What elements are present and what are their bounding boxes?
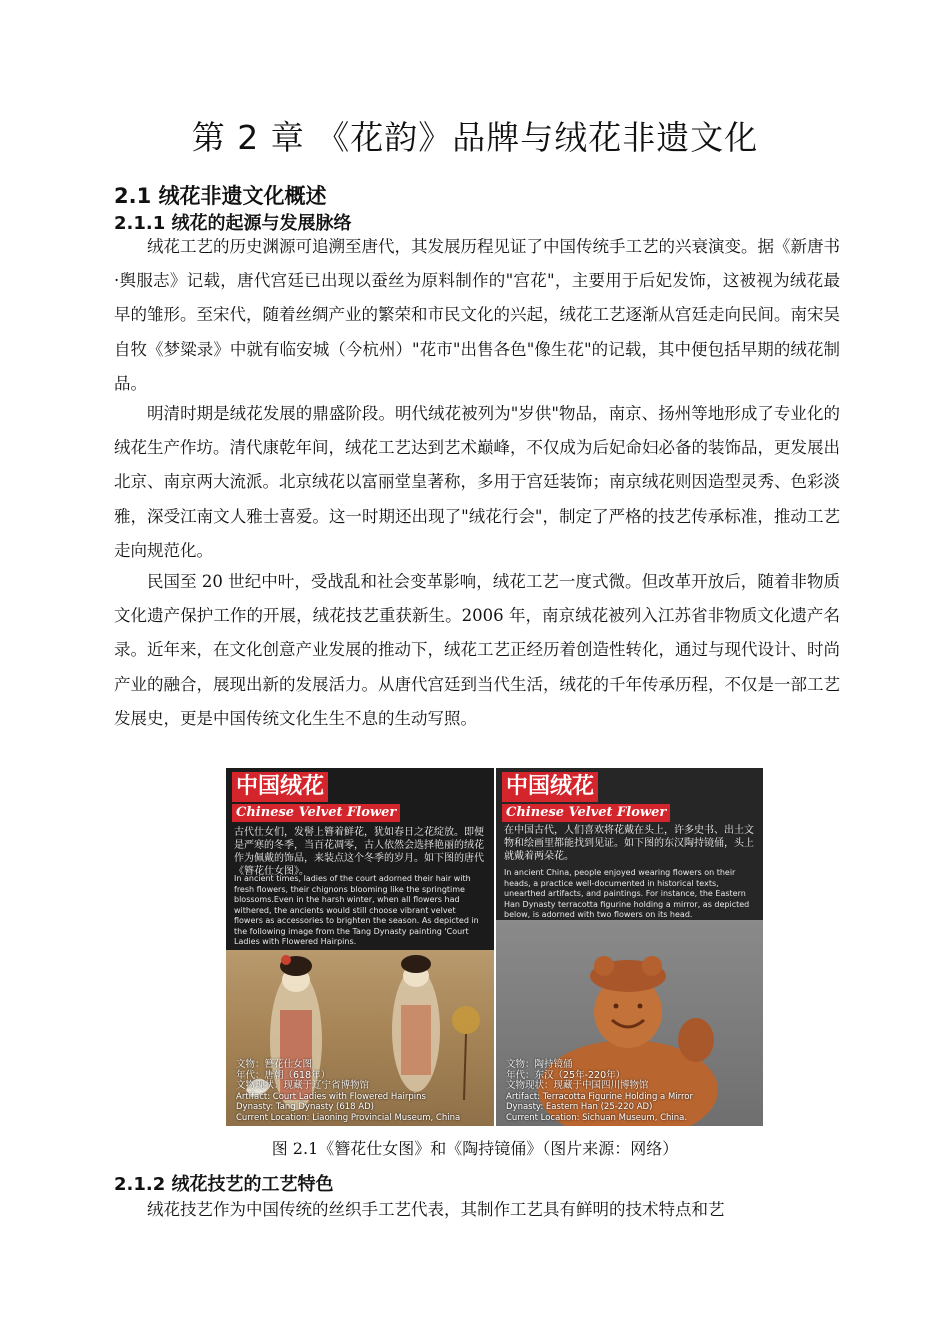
artifact-name-cn: 文物：簪花仕女图 [236,1059,313,1070]
figure-2-1 [226,768,763,1126]
paragraph-craft-features: 绒花技艺作为中国传统的丝织手工艺代表，其制作工艺具有鲜明的技术特点和艺 [147,1200,725,1219]
artifact-dynasty-cn: 年代：东汉（25年-220年） [506,1069,626,1081]
artifact-dynasty-en: Dynasty: Tang Dynasty (618 AD) [236,1102,374,1112]
figure-caption: 图 2.1《簪花仕女图》和《陶持镜俑》（图片来源：网络） [271,1139,679,1158]
panel-title-en: Chinese Velvet Flower [232,804,400,822]
section-heading-2-1-2: 2.1.2 绒花技艺的工艺特色 [114,1174,334,1195]
figure-panel-court-ladies [226,768,494,1126]
paragraph-ming-qing: 明清时期是绒花发展的鼎盛阶段。明代绒花被列为"岁供"物品，南京、扬州等地形成了专业化的绒花生产作坊。清代康乾年间，绒花工艺达到艺术巅峰，不仅成为后妃命妇必备的装饰品，更发展出北京、南京两大流派。北京绒花以富丽堂皇著称，多用于宫廷装饰；南京绒花则因造型灵秀、色彩淡雅，深受江南文人雅士喜爱。这一时期还出现了"绒花行会"，制定了严格的技艺传承标准，推动工艺走向规范化。 [114,404,840,560]
panel-text-en: In ancient China, people enjoyed wearing flowers on their heads, a practice well-documented in historical texts, unearthed artifacts, and paintings. For instance, the Eastern Han Dynasty terracotta figurine holding a mirror, as depicted below, is adorned with two flowers on its head. [504,868,750,919]
artifact-location-cn: 文物现状：现藏于辽宁省博物馆 [236,1080,370,1091]
chapter-title: 第 2 章 《花韵》品牌与绒花非遗文化 [191,118,759,157]
paragraph-origin-tang: 绒花工艺的历史渊源可追溯至唐代，其发展历程见证了中国传统手工艺的兴衰演变。据《新唐书·舆服志》记载，唐代宫廷已出现以蚕丝为原料制作的"宫花"，主要用于后妃发饰，这被视为绒花最早的雏形。至宋代，随着丝绸产业的繁荣和市民文化的兴起，绒花工艺逐渐从宫廷走向民间。南宋吴自牧《梦粱录》中就有临安城（今杭州）"花市"出售各色"像生花"的记载，其中便包括早期的绒花制品。 [114,237,840,393]
artifact-name-cn: 文物：陶持镜俑 [506,1059,573,1070]
panel-text-cn: 在中国古代，人们喜欢将花戴在头上，许多史书、出土文物和绘画里都能找到见证。如下图的东汉陶持镜俑，头上就戴着两朵花。 [504,825,754,862]
panel-text-cn: 古代仕女们，发髻上簪着鲜花，犹如春日之花绽放。即便是严寒的冬季，当百花凋零，古人依然会选择艳丽的绒花作为佩戴的饰品，来装点这个冬季的岁月。如下图的唐代《簪花仕女图》。 [234,827,484,877]
paragraph-modern: 民国至 20 世纪中叶，受战乱和社会变革影响，绒花工艺一度式微。但改革开放后，随着非物质文化遗产保护工作的开展，绒花技艺重获新生。2006 年，南京绒花被列入江苏省非物质文化遗产名录。近年来，在文化创意产业发展的推动下，绒花工艺正经历着创造性转化，通过与现代设计、时尚产业的融合，展现出新的发展活力。从唐代宫廷到当代生活，绒花的千年传承历程，不仅是一部工艺发展史，更是中国传统文化生生不息的生动写照。 [114,572,840,728]
artifact-name-en: Artifact: Court Ladies with Flowered Hairpins [236,1091,426,1102]
figure-panel-terracotta [496,768,763,1126]
section-heading-2-1: 2.1 绒花非遗文化概述 [114,184,327,208]
artifact-name-en: Artifact: Terracotta Figurine Holding a Mirror [506,1091,693,1102]
panel-title-cn: 中国绒花 [502,772,598,802]
artifact-info [236,1060,460,1123]
section-heading-2-1-1: 2.1.1 绒花的起源与发展脉络 [114,213,352,234]
artifact-location-en: Current Location: Sichuan Museum, China. [506,1112,688,1123]
panel-text-en: In ancient times, ladies of the court adorned their hair with fresh flowers, their chignons blooming like the springtime blossoms.Even in the harsh winter, when all flowers had withered, the ancients would still choose vibrant velvet flowers as accessories to brighten the season. As depicted in the following image from the Tang Dynasty painting 'Court Ladies with Flowered Hairpins. [234,874,479,946]
panel-title-cn: 中国绒花 [232,772,328,802]
artifact-dynasty-cn: 年代：唐朝（618年） [236,1069,331,1081]
artifact-dynasty-en: Dynasty: Eastern Han (25-220 AD) [506,1102,653,1112]
artifact-location-en: Current Location: Liaoning Provincial Museum, China [236,1112,461,1123]
artifact-location-cn: 文物现状：现藏于中国四川博物馆 [506,1080,649,1091]
artifact-info [506,1060,693,1123]
panel-title-en: Chinese Velvet Flower [502,804,670,822]
